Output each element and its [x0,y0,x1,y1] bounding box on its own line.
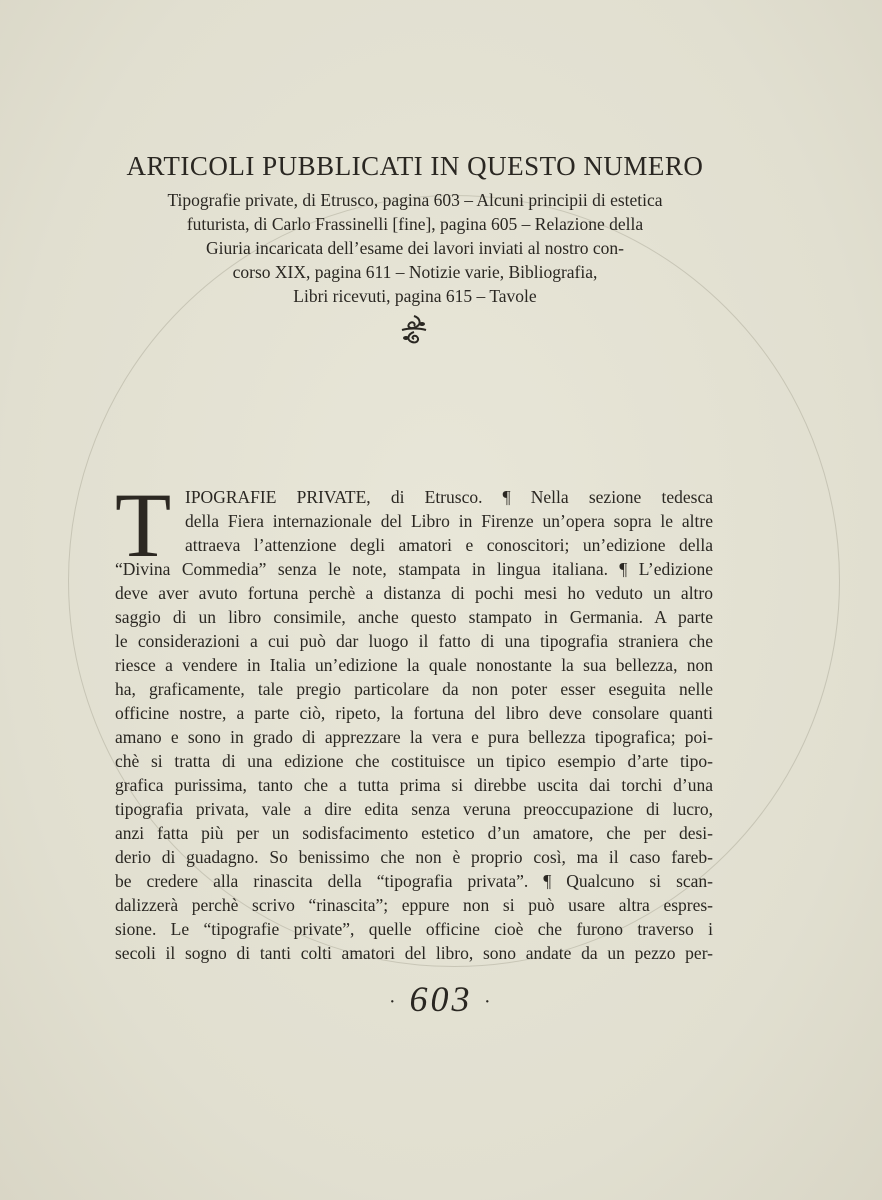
article-line: le considerazioni a cui può dar luogo il fatto di una tipografia straniera che [115,631,713,651]
contents-line: Giuria incaricata dell’esame dei lavori inviati al nostro con- [206,238,624,258]
fleuron-icon [396,312,432,348]
drop-cap: T [115,474,172,576]
article-line: dalizzerà perchè scrivo “rinascita”; eppure non si può usare altra espres- [115,895,713,915]
dot-ornament-right: · [484,991,493,1014]
article-line: della Fiera internazionale del Libro in Firenze un’opera sopra le altre [185,511,713,531]
article-line: secoli il sogno di tanti colti amatori del libro, sono andate da un pezzo per- [115,943,713,963]
article-line: sione. Le “tipografie private”, quelle officine cioè che furono traverso i [115,919,713,939]
page-number-value: 603 [409,979,473,1019]
dot-ornament-left: · [389,991,398,1014]
article-line: attraeva l’attenzione degli amatori e conoscitori; un’edizione della [185,535,713,555]
article-line: be credere alla rinascita della “tipografia privata”. ¶ Qualcuno si scan- [115,871,713,891]
article-line: anzi fatta più per un sodisfacimento estetico d’un amatore, che per desi- [115,823,713,843]
contents-line: Libri ricevuti, pagina 615 – Tavole [293,286,537,306]
contents-line: futurista, di Carlo Frassinelli [fine], pagina 605 – Relazione della [186,214,644,234]
article-line: derio di guadagno. So benissimo che non è proprio così, ma il caso fareb- [115,847,713,867]
contents-header [110,150,720,308]
article-line: chè si tratta di una edizione che costituisce un tipico esempio d’arte tipo- [115,751,713,771]
article-line: officine nostre, a parte ciò, ripeto, la fortuna del libro deve consolare quanti [115,703,713,723]
article-line: tipografia privata, vale a dire edita senza veruna preoccupazione di lucro, [115,799,713,819]
article-line: ha, graficamente, tale pregio particolare da non poter esser eseguita nelle [115,679,713,699]
article-line: grafica purissima, tanto che a tutta prima si direbbe uscita dai torchi d’una [115,775,713,795]
contents-title: ARTICOLI PUBBLICATI IN QUESTO NUMERO [126,151,704,181]
article-line: saggio di un libro consimile, anche questo stampato in Germania. A parte [115,607,713,627]
article-line: riesce a vendere in Italia un’edizione la quale nonostante la sua bellezza, non [115,655,713,675]
page-number [0,978,882,1020]
article-body [115,474,713,965]
contents-line: Tipografie private, di Etrusco, pagina 603 – Alcuni principii di estetica [167,190,663,210]
article-line: amano e sono in grado di apprezzare la vera e pura bellezza tipografica; poi- [115,727,713,747]
article-line: IPOGRAFIE PRIVATE, di Etrusco. ¶ Nella sezione tedesca [185,487,713,507]
contents-line: corso XIX, pagina 611 – Notizie varie, Bibliografia, [232,262,598,282]
article-line: deve aver avuto fortuna perchè a distanza di pochi mesi ho veduto un altro [115,583,713,603]
article-line: “Divina Commedia” senza le note, stampata in lingua italiana. ¶ L’edizione [115,559,713,579]
